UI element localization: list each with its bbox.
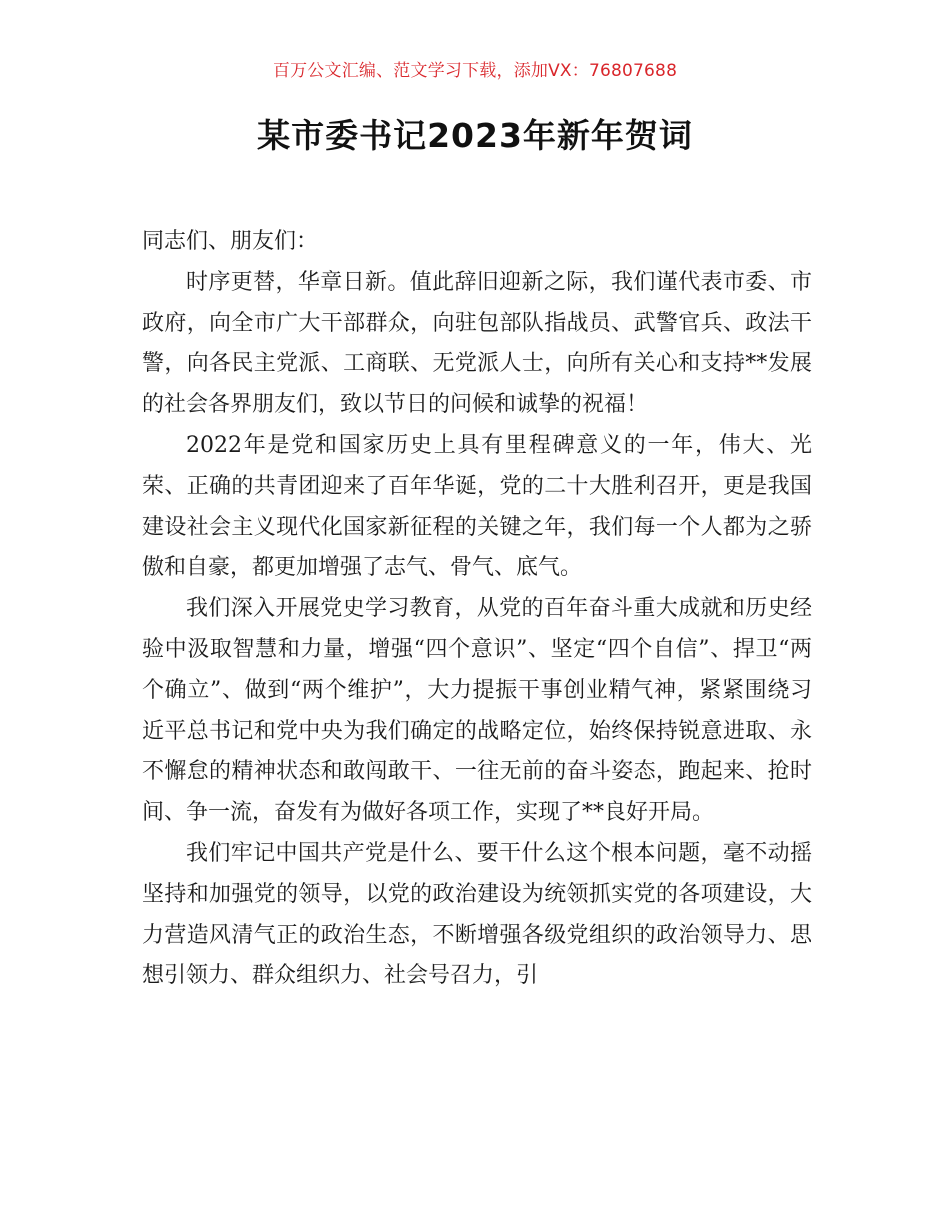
download-note-header: 百万公文汇编、范文学习下载，添加VX：76807688 — [272, 61, 678, 81]
greeting-line: 同志们、朋友们： — [142, 229, 319, 254]
paragraph-4: 我们牢记中国共产党是什么、要干什么这个根本问题，毫不动摇坚持和加强党的领导，以党的政治建设为统领抓实党的各项建设，大力营造风清气正的政治生态，不断增强各级党组织的政治领导力、思想引领力、群众组织力、社会号召力，引 — [142, 840, 812, 989]
document-body — [142, 222, 812, 997]
paragraph-1: 时序更替，华章日新。值此辞旧迎新之际，我们谨代表市委、市政府，向全市广大干部群众，向驻包部队指战员、武警官兵、政法干警，向各民主党派、工商联、无党派人士，向所有关心和支持**发展的社会各界朋友们，致以节日的问候和诚挚的祝福！ — [142, 269, 812, 418]
paragraph-3: 我们深入开展党史学习教育，从党的百年奋斗重大成就和历史经验中汲取智慧和力量，增强“四个意识”、坚定“四个自信”、捍卫“两个确立”、做到“两个维护”，大力提振干事创业精气神，紧紧围绕习近平总书记和党中央为我们确定的战略定位，始终保持锐意进取、永不懈怠的精神状态和敢闯敢干、一往无前的奋斗姿态，跑起来、抢时间、争一流，奋发有为做好各项工作，实现了**良好开局。 — [142, 596, 812, 826]
document-title: 某市委书记2023年新年贺词 — [257, 116, 693, 155]
paragraph-2: 2022年是党和国家历史上具有里程碑意义的一年，伟大、光荣、正确的共青团迎来了百年华诞，党的二十大胜利召开，更是我国建设社会主义现代化国家新征程的关键之年，我们每一个人都为之骄傲和自豪，都更加增强了志气、骨气、底气。 — [142, 432, 812, 581]
